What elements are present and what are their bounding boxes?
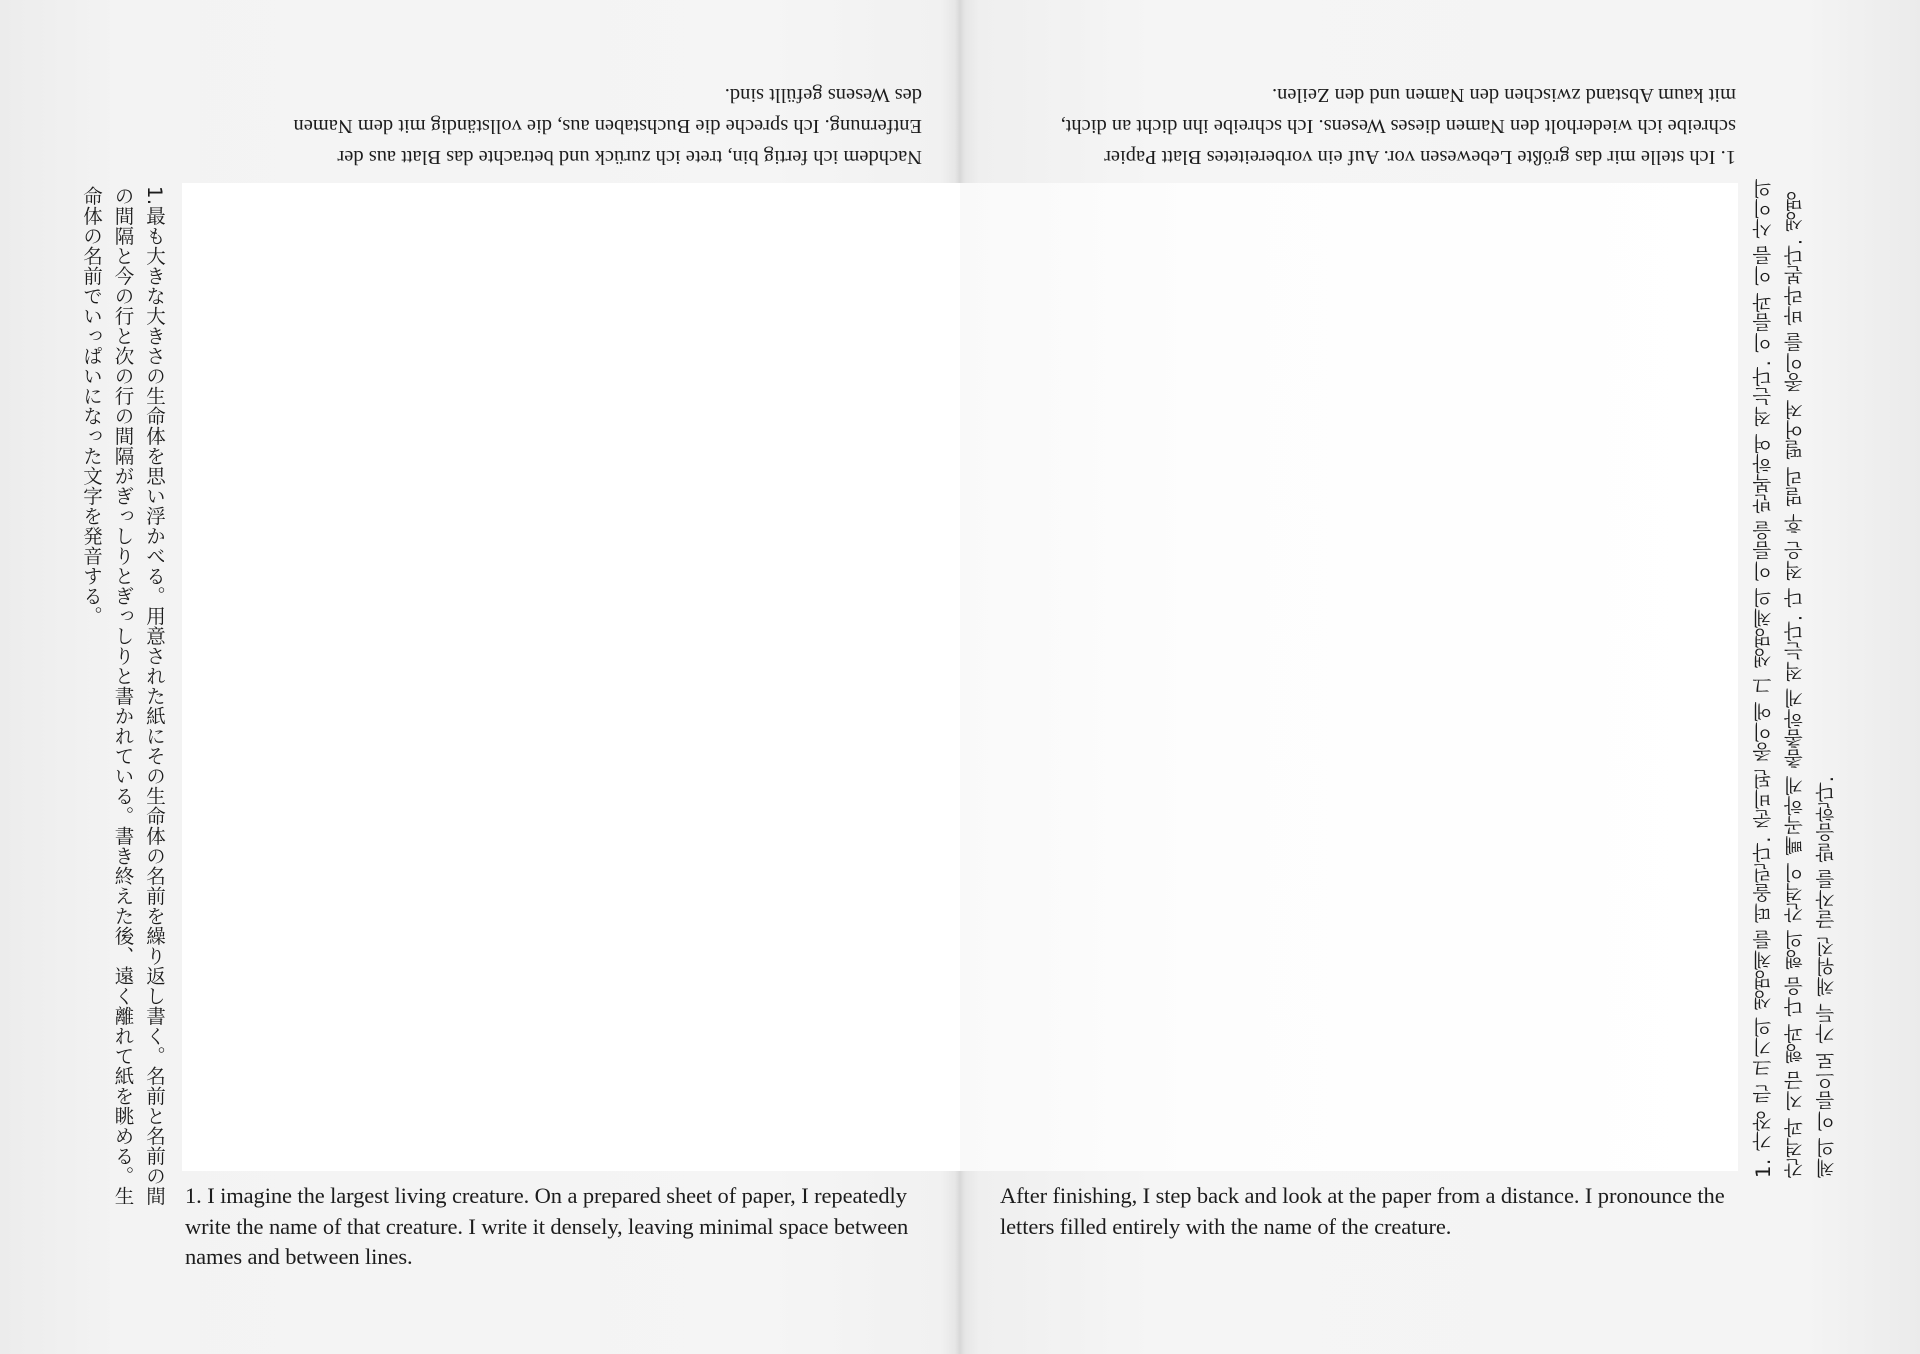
right-german-text-upside-down: 1. Ich stelle mir das größte Lebewesen vor. Auf ein vorbereitetes Blatt Papier schreibe ich wiederholt den Namen dieses Wesens. Ich schreibe ihn dicht an dicht, mit kaum Abstand zwischen den Namen und den Zeilen. [1060, 84, 1736, 168]
left-german-text-upside-down: Nachdem ich fertig bin, trete ich zurück und betrachte das Blatt aus der Entfernung. Ich spreche die Buchstaben aus, die vollständig mit dem Namen des Wesens gefüllt sind. [293, 84, 922, 168]
left-japanese-vertical-text: 1.最も大きな大きさの生命体を思い浮かべる。用意された紙にその生命体の名前を繰り返し書く。名前と名前の間の間隔と今の行と次の行の間隔がぎっしりとぎっしりと書かれている。書き終えた後、遠く離れて紙を眺める。生命体の名前でいっぱいになった文字を発音する。 [80, 186, 166, 1206]
right-page-blank-frame [960, 183, 1738, 1171]
left-english-text: 1. I imagine the largest living creature. On a prepared sheet of paper, I repeatedly write the name of that creature. I write it densely, leaving minimal space between names and between lines. [185, 1183, 909, 1269]
left-page-blank-frame [182, 183, 960, 1171]
right-english-text: After finishing, I step back and look at the paper from a distance. I pronounce the letters filled entirely with the name of the creature. [1000, 1183, 1725, 1239]
right-korean-vertical-text: 1. 가장 큰 크기의 생명체를 떠올린다. 준비된 종이에 그 생명체의 이름을 반복하여 적는다. 이름과 이름 사이의 간격과 지금 행과 다음 행의 간격이 빼곡하게 촘촘하게 적는다. 다 적은 후 멀리 떨어져 종이를 바라본다. 생명체의 이름으로 가득 채워진 글자를 발음한다. [1752, 178, 1838, 1178]
